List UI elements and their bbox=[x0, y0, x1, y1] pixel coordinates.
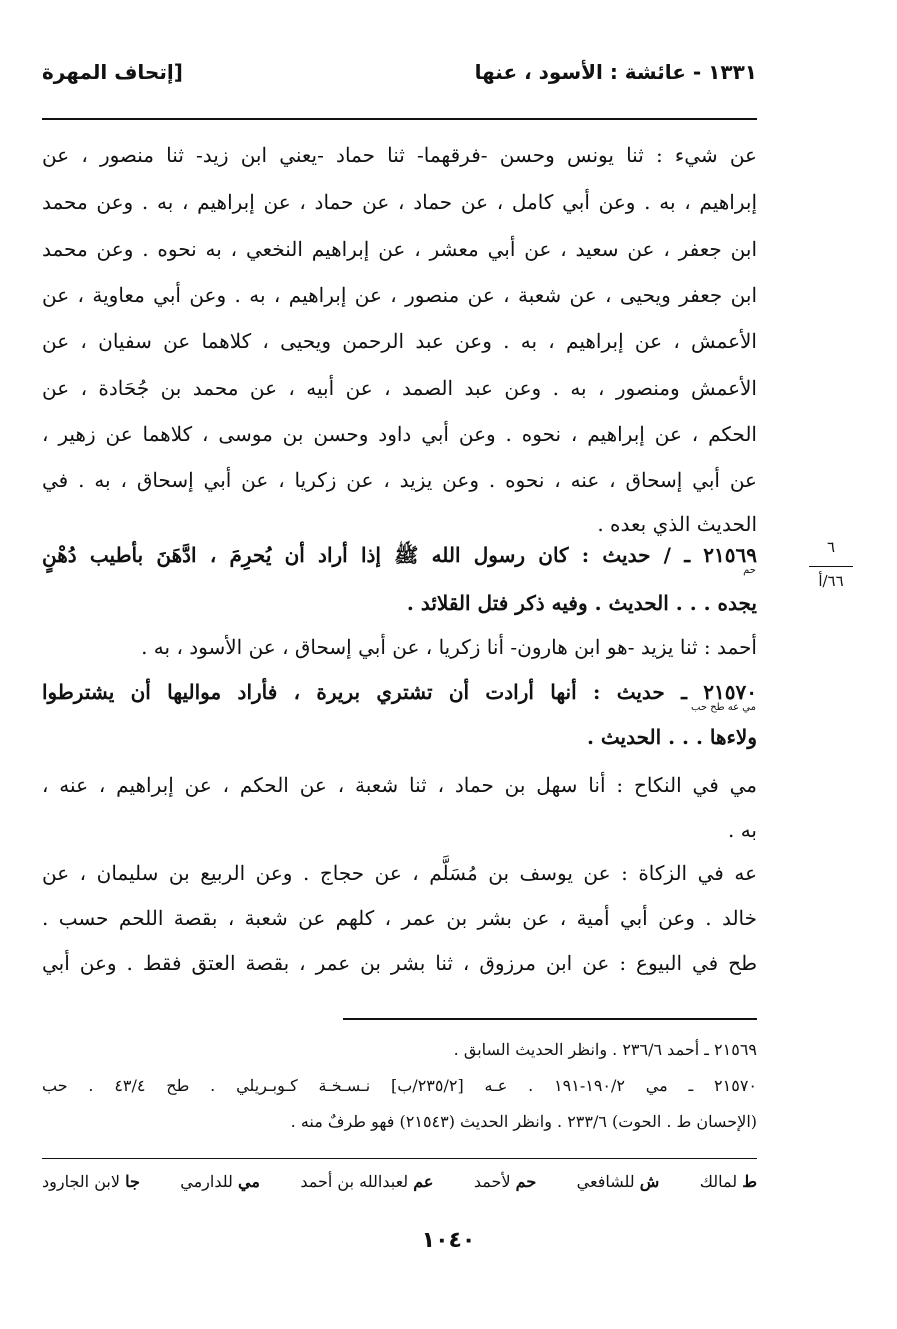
abbreviation-item: جا لابن الجارود bbox=[42, 1172, 140, 1191]
hadith-21569-sigla: حم bbox=[743, 565, 756, 576]
hadith-21569-chain: أحمد : ثنا يزيد -هو ابن هارون- أنا زكريا ، عن أبي إسحاق ، عن الأسود ، به . bbox=[141, 635, 757, 659]
abbreviation-item: مي للدارمي bbox=[180, 1172, 260, 1191]
body-line: الأعمش ، عن إبراهيم ، به . وعن عبد الرحمن ويحيى ، كلاهما عن سفيان ، عن bbox=[42, 329, 757, 353]
abbreviations-rule bbox=[42, 1158, 757, 1159]
page-number: ١٠٤٠ bbox=[421, 1228, 476, 1253]
footnote-line: ٢١٥٧٠ ـ مي ١٩٠/٢-١٩١ . عـه [٢٣٥/٢/ب] نـسـخـة كـوبـريلي . طح ٤٣/٤ . حب bbox=[42, 1076, 757, 1095]
body-line: الأعمش ومنصور ، به . وعن عبد الصمد ، عن أبيه ، عن محمد بن جُحَادة ، عن bbox=[42, 376, 757, 400]
margin-rule bbox=[809, 566, 853, 567]
hadith-21570-chain: مي في النكاح : أنا سهل بن حماد ، ثنا شعبة ، عن الحكم ، عن إبراهيم ، عنه ، bbox=[42, 773, 757, 797]
abbreviation-item: ش للشافعي bbox=[576, 1172, 660, 1191]
body-line: ابن جعفر ، عن سعيد ، عن أبي معشر ، عن إبراهيم النخعي ، به نحوه . وعن محمد bbox=[42, 237, 757, 261]
hadith-21570-sigla: مي عه طح حب bbox=[691, 702, 756, 713]
footnote-line: ٢١٥٦٩ ـ أحمد ٢٣٦/٦ . وانظر الحديث السابق . bbox=[453, 1040, 757, 1059]
body-line: إبراهيم ، به . وعن أبي كامل ، عن حماد ، عن حماد ، عن إبراهيم ، به . وعن محمد bbox=[42, 190, 757, 214]
header-rule bbox=[42, 118, 757, 120]
footnote-rule bbox=[343, 1018, 757, 1020]
body-line: عن أبي إسحاق ، عنه ، نحوه . وعن يزيد ، عن زكريا ، عن أبي إسحاق ، به . في bbox=[42, 468, 757, 492]
hadith-21570-chain: طح في البيوع : عن ابن مرزوق ، ثنا بشر بن عمر ، بقصة العتق فقط . وعن أبي bbox=[42, 951, 757, 975]
abbreviation-item: حم لأحمد bbox=[473, 1172, 537, 1191]
body-line: الحديث الذي بعده . bbox=[597, 512, 757, 536]
hadith-21569-text: يجده . . . الحديث . وفيه ذكر فتل القلائد . bbox=[406, 591, 757, 615]
margin-folio-bottom: ٦٦/أ bbox=[818, 572, 844, 590]
running-title: ١٣٣١ - عائشة : الأسود ، عنها bbox=[474, 60, 757, 84]
hadith-21569-text: ٢١٥٦٩ ـ / حديث : كان رسول الله ﷺ إذا أراد أن يُحرِمَ ، ادَّهَنَ بأطيب دُهْنٍ bbox=[42, 543, 757, 567]
hadith-21570-text: ولاءها . . . الحديث . bbox=[586, 725, 757, 749]
abbreviations-key bbox=[42, 1172, 757, 1191]
footnote-line: (الإحسان ط . الحوت) ٢٣٣/٦ . وانظر الحديث (٢١٥٤٣) فهو طرفٌ منه . bbox=[290, 1112, 757, 1131]
hadith-21570-chain: عه في الزكاة : عن يوسف بن مُسَلَّم ، عن حجاج . وعن الربيع بن سليمان ، عن bbox=[42, 861, 757, 885]
abbreviation-item: عم لعبدالله بن أحمد bbox=[300, 1172, 434, 1191]
body-line: ابن جعفر ويحيى ، عن شعبة ، عن منصور ، عن إبراهيم ، به . وعن أبي معاوية ، عن bbox=[42, 283, 757, 307]
book-title: [إتحاف المهرة bbox=[42, 60, 183, 84]
margin-folio-top: ٦ bbox=[826, 538, 836, 556]
abbreviation-item: ط لمالك bbox=[699, 1172, 757, 1191]
hadith-21570-chain: خالد . وعن أبي أمية ، عن بشر بن عمر ، كلهم عن شعبة ، بقصة اللحم حسب . bbox=[42, 906, 757, 930]
body-line: عن شيء : ثنا يونس وحسن -فرقهما- ثنا حماد -يعني ابن زيد- ثنا منصور ، عن bbox=[42, 143, 757, 167]
hadith-21570-text: ٢١٥٧٠ ـ حديث : أنها أرادت أن تشتري بريرة ، فأراد مواليها أن يشترطوا bbox=[42, 680, 757, 704]
hadith-21570-chain: به . bbox=[727, 818, 757, 842]
body-line: الحكم ، عن إبراهيم ، نحوه . وعن أبي داود وحسن بن موسى ، كلاهما عن زهير ، bbox=[42, 422, 757, 446]
